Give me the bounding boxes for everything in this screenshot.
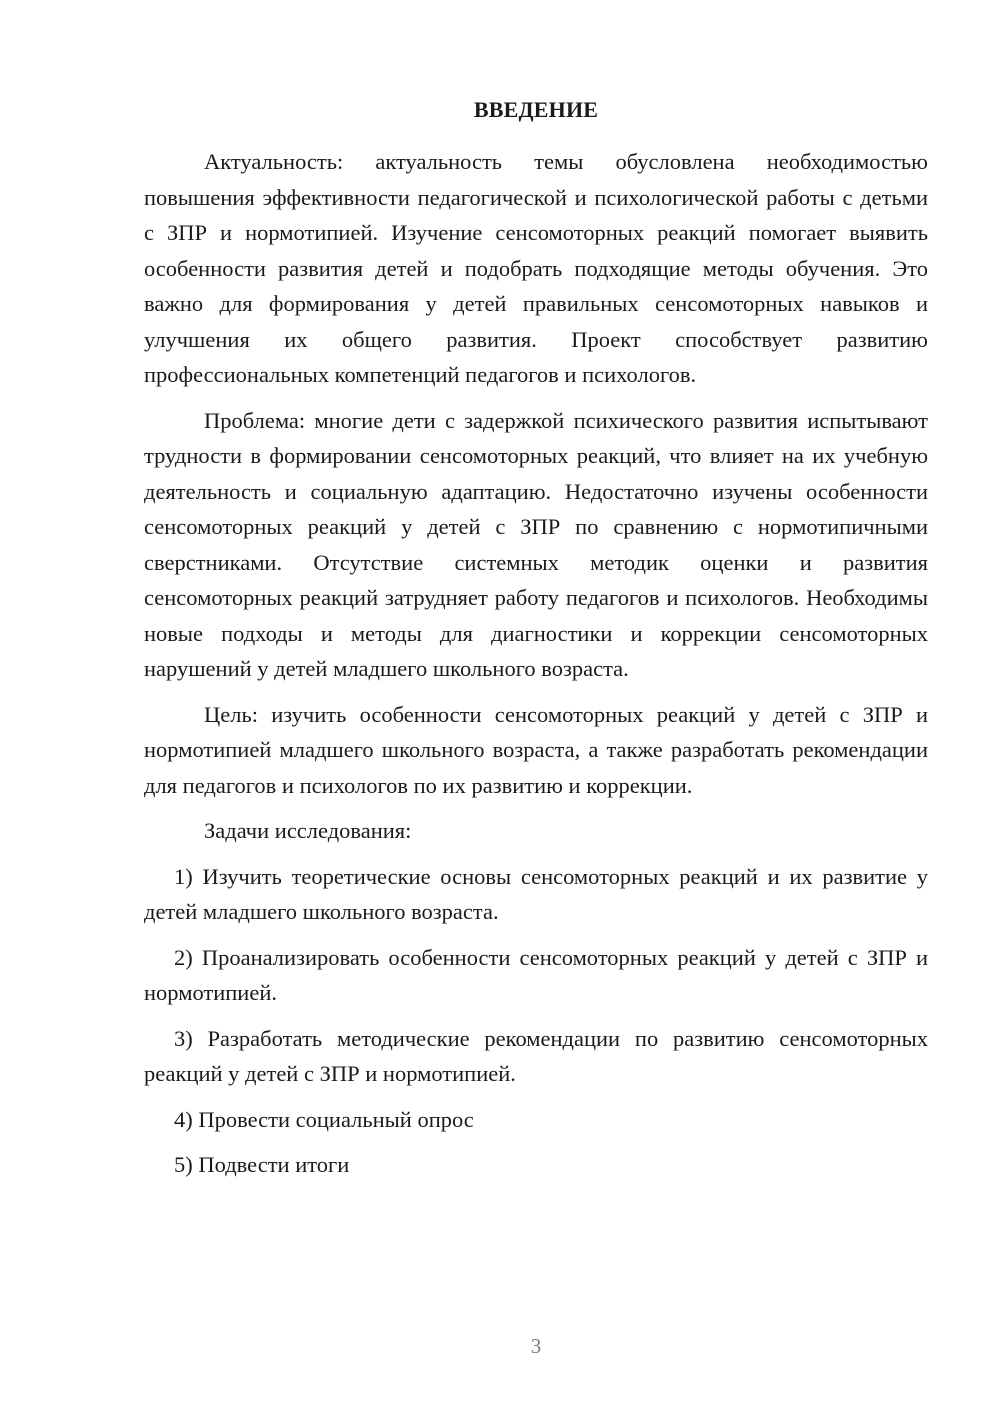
page-content (144, 96, 928, 1193)
paragraph-problem: Проблема: многие дети с задержкой психического развития испытывают трудности в формировании сенсомоторных реакций, что влияет на их учебную деятельность и социальную адаптацию. Недостаточно изучены особенности сенсомоторных реакций у детей с ЗПР по сравнению с нормотипичными сверстниками. Отсутствие системных методик оценки и развития сенсомоторных реакций затрудняет работу педагогов и психологов. Необходимы новые подходы и методы для диагностики и коррекции сенсомоторных нарушений у детей младшего школьного возраста. (144, 407, 928, 681)
task-item-4: 4) Провести социальный опрос (174, 1106, 474, 1132)
section-heading: ВВЕДЕНИЕ (473, 97, 599, 122)
task-item-1: 1) Изучить теоретические основы сенсомоторных реакций и их развитие у детей младшего школьного возраста. (144, 863, 928, 924)
paragraph-relevance: Актуальность: актуальность темы обусловлена необходимостью повышения эффективности педагогической и психологической работы с детьми с ЗПР и нормотипией. Изучение сенсомоторных реакций помогает выявить особенности развития детей и подобрать подходящие методы обучения. Это важно для формирования у детей правильных сенсомоторных навыков и улучшения их общего развития. Проект способствует развитию профессиональных компетенций педагогов и психологов. (144, 149, 928, 387)
task-item-5: 5) Подвести итоги (174, 1152, 350, 1177)
tasks-title: Задачи исследования: (204, 818, 412, 843)
page-number: 3 (530, 1334, 542, 1358)
paragraph-goal: Цель: изучить особенности сенсомоторных реакций у детей с ЗПР и нормотипией младшего школьного возраста, а также разработать рекомендации для педагогов и психологов по их развитию и коррекции. (144, 701, 928, 798)
task-item-2: 2) Проанализировать особенности сенсомоторных реакций у детей с ЗПР и нормотипией. (144, 944, 928, 1005)
task-item-3: 3) Разработать методические рекомендации по развитию сенсомоторных реакций у детей с ЗПР и нормотипией. (144, 1025, 928, 1086)
